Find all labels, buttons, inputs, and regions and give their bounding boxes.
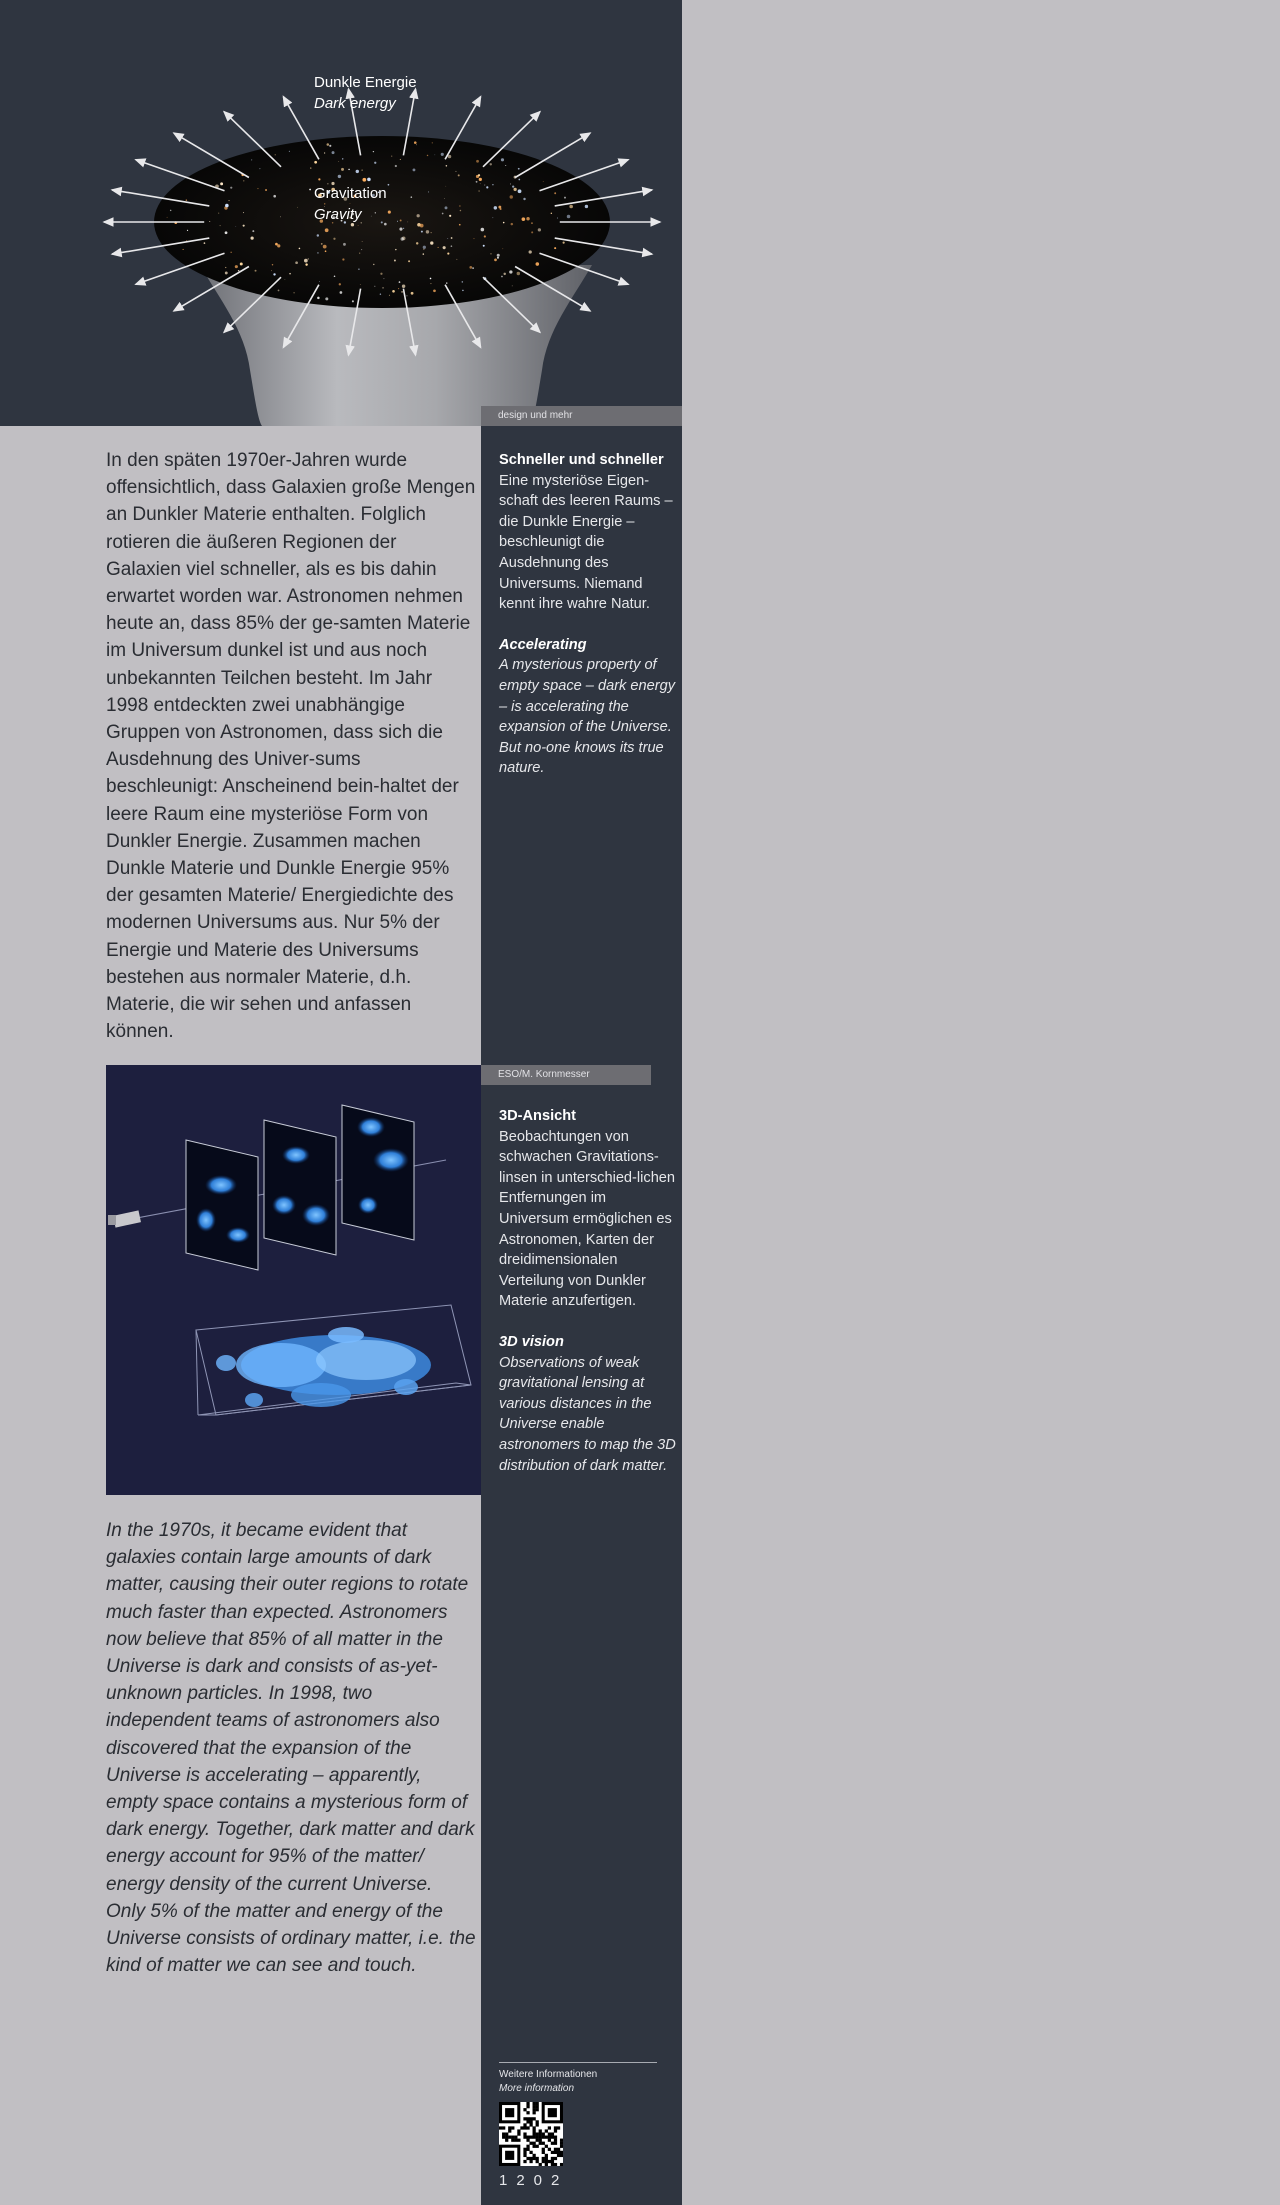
more-info-label-de: Weitere Informationen: [499, 2069, 598, 2080]
star: [503, 222, 505, 224]
star: [343, 243, 346, 246]
star: [319, 281, 320, 282]
star: [518, 179, 520, 181]
star: [469, 266, 472, 269]
star: [551, 213, 552, 214]
star: [486, 186, 488, 188]
star: [473, 238, 474, 239]
star: [272, 264, 273, 265]
star: [209, 221, 210, 222]
star: [389, 295, 390, 296]
star: [289, 273, 291, 275]
star: [339, 283, 341, 285]
star: [257, 188, 258, 189]
star: [342, 158, 343, 159]
star: [460, 210, 462, 212]
star: [325, 297, 328, 300]
star: [278, 290, 280, 292]
star: [400, 159, 401, 160]
star: [359, 253, 360, 254]
star: [563, 242, 565, 244]
star: [308, 258, 309, 259]
star: [394, 260, 396, 262]
star: [384, 278, 385, 279]
star: [401, 291, 403, 293]
star: [449, 215, 451, 217]
sidebar-text-de: Eine mysteriöse Eigen-schaft des leeren Raums – die Dunkle Energie – beschleunigt die Ausdehnung des Universums. Niemand kennt ihre wahre Natur.: [499, 472, 673, 613]
star: [446, 282, 447, 283]
qr-code[interactable]: [499, 2102, 563, 2166]
star: [204, 242, 206, 244]
lensing-diagram: [106, 1065, 481, 1495]
star: [289, 151, 290, 152]
star: [513, 188, 516, 191]
star: [543, 181, 544, 182]
star: [526, 217, 529, 220]
star: [421, 231, 423, 233]
star: [230, 187, 232, 189]
star: [484, 235, 486, 237]
star: [325, 250, 327, 252]
star: [458, 174, 460, 176]
star: [441, 153, 444, 156]
star: [512, 186, 514, 188]
star: [444, 198, 445, 199]
star: [352, 300, 354, 302]
star: [361, 169, 362, 170]
star: [531, 231, 533, 233]
star: [447, 238, 448, 239]
star: [480, 183, 481, 184]
star: [503, 248, 504, 249]
star: [522, 217, 526, 221]
star: [324, 152, 325, 153]
star: [358, 269, 359, 270]
sidebar-title-en: 3D vision: [499, 1333, 564, 1350]
star: [517, 272, 520, 275]
sidebar-title-de: 3D-Ansicht: [499, 1108, 577, 1124]
star: [342, 258, 344, 260]
star: [455, 171, 456, 172]
star: [367, 178, 371, 182]
star: [259, 168, 260, 169]
star: [374, 286, 375, 287]
star: [490, 163, 492, 165]
star: [432, 142, 433, 143]
star: [310, 167, 311, 168]
star: [271, 270, 272, 271]
star: [451, 237, 453, 239]
star: [416, 242, 418, 244]
star: [333, 238, 335, 240]
star: [243, 212, 244, 213]
star: [186, 199, 187, 200]
star: [251, 159, 252, 160]
star: [361, 249, 362, 250]
star: [417, 214, 420, 217]
star: [445, 206, 448, 209]
star: [362, 178, 366, 182]
star: [391, 156, 392, 157]
dark-energy-illustration: [0, 0, 682, 426]
star: [490, 253, 491, 254]
star: [411, 196, 413, 198]
star: [430, 241, 433, 244]
star: [451, 245, 453, 247]
star: [334, 275, 336, 277]
star: [255, 270, 257, 272]
star: [505, 165, 506, 166]
star: [225, 231, 228, 234]
star: [512, 285, 513, 286]
star: [374, 162, 376, 164]
lensing-3d-image: [106, 1065, 481, 1495]
star: [411, 292, 414, 295]
star: [332, 151, 335, 154]
star: [243, 225, 245, 227]
star: [484, 185, 485, 186]
star: [395, 165, 397, 167]
star: [402, 285, 405, 288]
sidebar-box-accelerating: [499, 450, 679, 779]
star: [501, 158, 504, 161]
star: [494, 206, 497, 209]
star: [428, 191, 429, 192]
star: [275, 243, 278, 246]
lensing-image-credit: ESO/M. Kornmesser: [481, 1065, 651, 1085]
star: [531, 222, 533, 224]
star: [413, 168, 416, 171]
dark-matter-blobs: [216, 1327, 431, 1407]
star: [341, 168, 344, 171]
star: [538, 228, 541, 231]
star: [518, 189, 522, 193]
star: [399, 228, 402, 231]
star: [338, 161, 339, 162]
star: [225, 272, 228, 275]
star: [476, 181, 478, 183]
star: [585, 205, 588, 208]
illustration-credit: design und mehr: [481, 406, 682, 426]
star: [492, 217, 493, 218]
star: [408, 260, 410, 262]
star: [243, 180, 244, 181]
star: [317, 252, 319, 254]
star: [373, 151, 374, 152]
star: [218, 213, 219, 214]
star: [554, 247, 556, 249]
star: [360, 284, 361, 285]
star: [183, 249, 184, 250]
sidebar-title-de: Schneller und schneller: [499, 452, 664, 468]
star: [478, 174, 480, 176]
star: [327, 143, 330, 146]
star: [536, 262, 540, 266]
star: [397, 221, 398, 222]
star: [399, 281, 401, 283]
star: [442, 213, 444, 215]
star: [406, 295, 407, 296]
footer-divider: [499, 2062, 657, 2063]
star: [295, 261, 298, 264]
star: [273, 273, 275, 275]
star: [462, 281, 464, 283]
star: [501, 276, 503, 278]
star: [373, 264, 374, 265]
lensing-plane: [186, 1140, 258, 1270]
star: [309, 189, 311, 191]
star: [529, 250, 532, 253]
star: [423, 253, 424, 254]
gravity-label: Gravitation Gravity: [314, 185, 387, 223]
lensing-plane: [342, 1105, 414, 1240]
star: [293, 292, 294, 293]
star: [170, 210, 172, 212]
star: [220, 182, 223, 185]
star: [497, 257, 499, 259]
star: [494, 259, 497, 262]
star: [459, 205, 460, 206]
star: [323, 245, 327, 249]
star: [317, 234, 319, 236]
star: [285, 279, 286, 280]
star: [304, 259, 308, 263]
star: [438, 247, 439, 248]
star: [479, 178, 482, 181]
star: [434, 154, 435, 155]
star: [420, 224, 424, 228]
star: [400, 219, 402, 221]
star: [430, 278, 432, 280]
star: [229, 200, 230, 201]
star: [398, 288, 399, 289]
star: [235, 226, 236, 227]
star: [382, 287, 383, 288]
sidebar-text-en: A mysterious property of empty space – dark energy – is accelerating the expansion of the Universe. But no-one knows its true nature.: [499, 657, 676, 777]
star: [401, 237, 404, 240]
star: [338, 175, 341, 178]
star: [388, 211, 391, 214]
star: [472, 267, 473, 268]
star: [392, 290, 395, 293]
star: [275, 154, 276, 155]
star: [459, 224, 461, 226]
star: [230, 252, 231, 253]
star: [348, 169, 349, 170]
sidebar-box-3d-vision: [499, 1106, 679, 1476]
star: [297, 207, 298, 208]
star: [462, 290, 464, 292]
telescope-icon: [108, 1210, 141, 1227]
star: [433, 289, 436, 292]
exhibit-code: 1202: [499, 2172, 569, 2189]
star: [167, 217, 168, 218]
star: [554, 192, 556, 194]
star: [317, 297, 320, 300]
star: [280, 216, 281, 217]
star: [414, 141, 417, 144]
star: [403, 228, 404, 229]
sidebar-title-en: Accelerating: [499, 636, 587, 653]
star: [492, 184, 493, 185]
star: [518, 168, 520, 170]
star: [325, 228, 329, 232]
star: [318, 178, 320, 180]
star: [569, 205, 573, 209]
star: [430, 283, 431, 284]
star: [380, 273, 382, 275]
star: [238, 270, 239, 271]
star: [446, 165, 448, 167]
star: [478, 190, 479, 191]
star: [510, 195, 513, 198]
star: [225, 267, 226, 268]
star: [240, 262, 243, 265]
star: [481, 228, 485, 232]
star: [476, 160, 479, 163]
sidebar-text-de: Beobachtungen von schwachen Gravitations-linsen in unterschied-lichen Entfernungen im Universum ermöglichen es Astronomen, Karten der dreidimensionalen Verteilung von Dunkler Materie anzufertigen.: [499, 1128, 676, 1310]
star: [299, 248, 301, 250]
star: [358, 225, 359, 226]
more-info-label-en: More information: [499, 2083, 575, 2094]
star: [445, 186, 446, 187]
star: [447, 252, 449, 254]
star: [235, 265, 238, 268]
star: [511, 223, 513, 225]
star: [187, 230, 188, 231]
lensing-plane: [264, 1120, 336, 1255]
star: [483, 245, 485, 247]
star: [340, 291, 343, 294]
star: [426, 230, 429, 233]
star: [356, 170, 359, 173]
star: [567, 215, 571, 219]
star: [523, 198, 525, 200]
star: [498, 206, 501, 209]
main-text-en: In the 1970s, it became evident that galaxies contain large amounts of dark matter, causing their outer regions to rotate much faster than expected. Astronomers now believe that 85% of all matter in the Universe is dark and consists of as-yet-unknown particles. In 1998, two independent teams of astronomers also discovered that the expansion of the Universe is accelerating – apparently, empty space contains a mysterious form of dark energy. Together, dark matter and dark energy account for 95% of the matter/ energy density of the current Universe. Only 5% of the matter and energy of the Universe consists of ordinary matter, i.e. the kind of matter we can see and touch.: [106, 1520, 476, 1977]
star: [265, 189, 267, 191]
star: [456, 259, 457, 260]
star: [252, 230, 254, 232]
star: [407, 222, 408, 223]
star: [443, 246, 446, 249]
star: [509, 270, 512, 273]
star: [362, 241, 363, 242]
sidebar-text-en: Observations of weak gravitational lensing at various distances in the Universe enable astronomers to map the 3D distribution of dark matter.: [499, 1354, 676, 1474]
star: [273, 195, 276, 198]
star: [388, 184, 390, 186]
star: [557, 217, 558, 218]
star: [380, 294, 381, 295]
star: [305, 263, 307, 265]
star: [225, 204, 229, 208]
star: [564, 197, 566, 199]
dark-energy-label: Dunkle Energie Dark energy: [314, 74, 417, 112]
star: [497, 254, 500, 257]
star: [251, 236, 254, 239]
star: [329, 145, 331, 147]
star: [423, 246, 426, 249]
sidebar-panel: [481, 426, 682, 2205]
main-text-de: In den späten 1970er-Jahren wurde offensichtlich, dass Galaxien große Mengen an Dunkler Materie enthalten. Folglich rotieren die äußeren Regionen der Galaxien viel schneller, als es bis dahin erwartet worden war. Astronomen nehmen heute an, dass 85% der ge-samten Materie im Universum dunkel ist und aus noch unbekannten Teilchen besteht. Im Jahr 1998 entdeckten zwei unabhängige Gruppen von Astronomen, dass sich die Ausdehnung des Univer-sums beschleunigt: Anscheinend bein-haltet der leere Raum eine mysteriöse Form von Dunkler Energie. Zusammen machen Dunkle Materie und Dunkle Energie 95% der gesamten Materie/ Energiedichte des modernen Universums aus. Nur 5% der Energie und Materie des Universums bestehen aus normaler Materie, d.h. Materie, die wir sehen und anfassen können.: [106, 450, 476, 1043]
star: [416, 144, 417, 145]
star: [321, 243, 323, 245]
star: [427, 155, 428, 156]
star: [220, 225, 221, 226]
star: [395, 249, 396, 250]
star: [431, 232, 432, 233]
star: [510, 184, 511, 185]
star: [503, 273, 505, 275]
star: [314, 161, 317, 164]
